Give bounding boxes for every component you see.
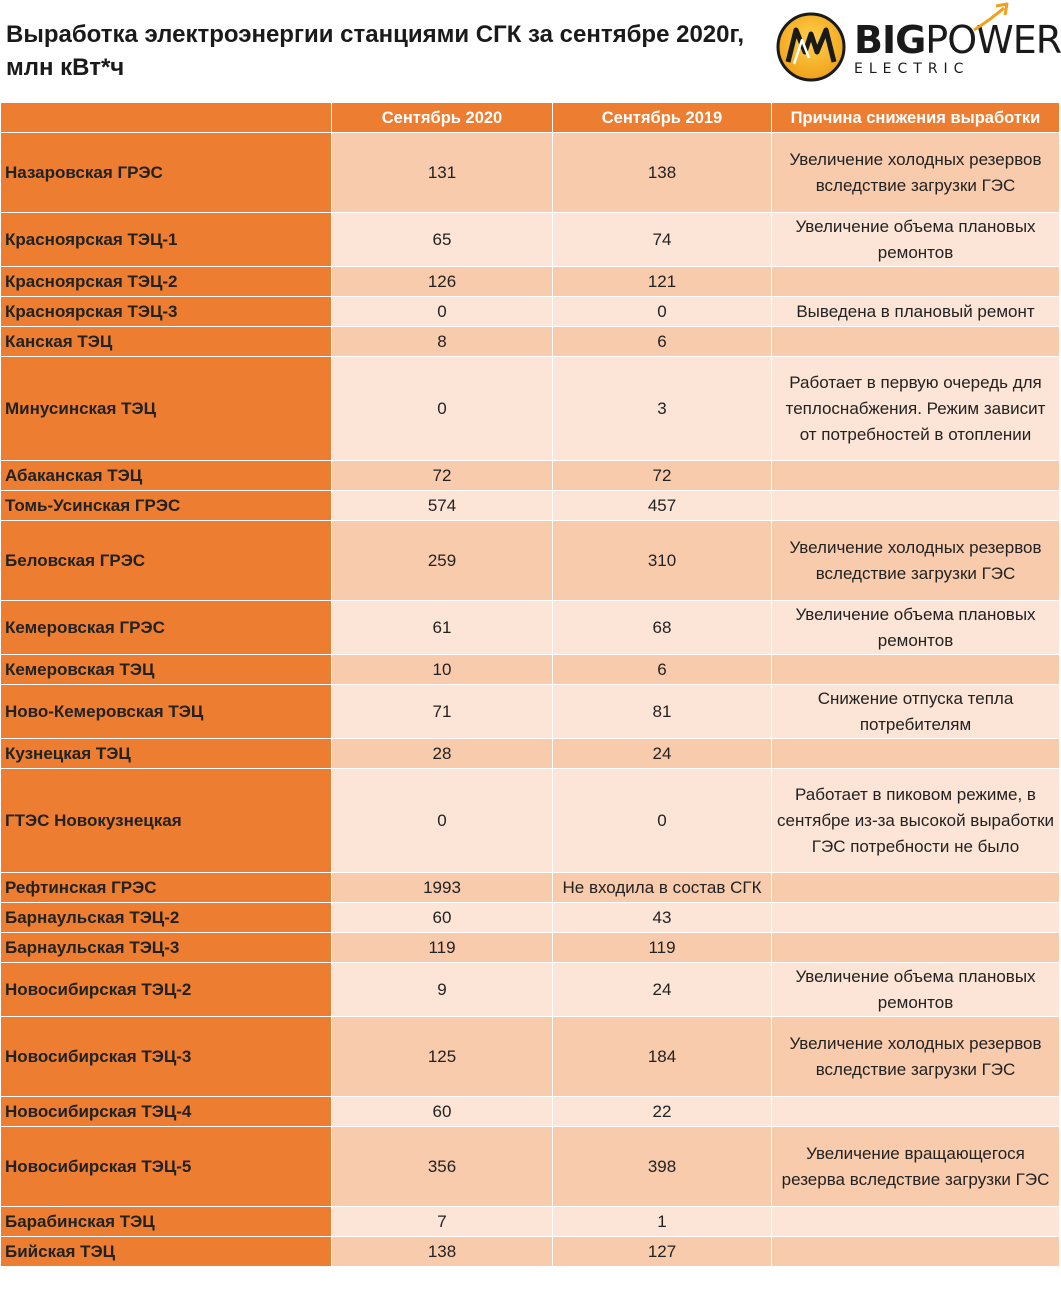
decline-reason bbox=[772, 491, 1060, 521]
station-name: Новосибирская ТЭЦ-2 bbox=[1, 963, 332, 1017]
value-sep-2020: 28 bbox=[332, 739, 553, 769]
table-row bbox=[1, 327, 1060, 357]
arrow-up-right-icon bbox=[972, 2, 1012, 32]
value-sep-2019: 121 bbox=[553, 267, 772, 297]
table-row bbox=[1, 1207, 1060, 1237]
decline-reason bbox=[772, 1237, 1060, 1267]
station-name: Канская ТЭЦ bbox=[1, 327, 332, 357]
value-sep-2019: Не входила в состав СГК bbox=[553, 873, 772, 903]
table-body bbox=[1, 133, 1060, 1267]
station-name: Барнаульская ТЭЦ-2 bbox=[1, 903, 332, 933]
value-sep-2020: 356 bbox=[332, 1127, 553, 1207]
table-row bbox=[1, 769, 1060, 873]
decline-reason: Увеличение холодных резервов вследствие загрузки ГЭС bbox=[772, 1017, 1060, 1097]
decline-reason: Увеличение объема плановых ремонтов bbox=[772, 601, 1060, 655]
value-sep-2020: 1993 bbox=[332, 873, 553, 903]
value-sep-2020: 61 bbox=[332, 601, 553, 655]
value-sep-2020: 126 bbox=[332, 267, 553, 297]
value-sep-2019: 24 bbox=[553, 739, 772, 769]
table-row bbox=[1, 1127, 1060, 1207]
logo-wordmark bbox=[854, 20, 1061, 60]
value-sep-2019: 0 bbox=[553, 769, 772, 873]
table-row bbox=[1, 963, 1060, 1017]
decline-reason bbox=[772, 327, 1060, 357]
station-name: Ново-Кемеровская ТЭЦ bbox=[1, 685, 332, 739]
decline-reason bbox=[772, 933, 1060, 963]
station-name: Новосибирская ТЭЦ-3 bbox=[1, 1017, 332, 1097]
station-name: Томь-Усинская ГРЭС bbox=[1, 491, 332, 521]
table-header-row bbox=[1, 103, 1060, 133]
decline-reason: Увеличение объема плановых ремонтов bbox=[772, 963, 1060, 1017]
value-sep-2020: 131 bbox=[332, 133, 553, 213]
decline-reason: Снижение отпуска тепла потребителям bbox=[772, 685, 1060, 739]
decline-reason: Выведена в плановый ремонт bbox=[772, 297, 1060, 327]
table-row bbox=[1, 685, 1060, 739]
decline-reason: Работает в первую очередь для теплоснабжения. Режим зависит от потребностей в отоплении bbox=[772, 357, 1060, 461]
value-sep-2020: 9 bbox=[332, 963, 553, 1017]
table-row bbox=[1, 521, 1060, 601]
value-sep-2019: 74 bbox=[553, 213, 772, 267]
table-row bbox=[1, 1017, 1060, 1097]
table-row bbox=[1, 213, 1060, 267]
logo-power: POWER bbox=[925, 18, 1061, 62]
value-sep-2020: 10 bbox=[332, 655, 553, 685]
decline-reason: Увеличение холодных резервов вследствие загрузки ГЭС bbox=[772, 521, 1060, 601]
decline-reason: Работает в пиковом режиме, в сентябре из-за высокой выработки ГЭС потребности не было bbox=[772, 769, 1060, 873]
decline-reason: Увеличение объема плановых ремонтов bbox=[772, 213, 1060, 267]
value-sep-2020: 65 bbox=[332, 213, 553, 267]
value-sep-2019: 1 bbox=[553, 1207, 772, 1237]
value-sep-2020: 8 bbox=[332, 327, 553, 357]
station-name: Барнаульская ТЭЦ-3 bbox=[1, 933, 332, 963]
value-sep-2019: 43 bbox=[553, 903, 772, 933]
value-sep-2020: 60 bbox=[332, 903, 553, 933]
logo-big: BIG bbox=[854, 18, 926, 62]
header-station bbox=[1, 103, 332, 133]
value-sep-2019: 81 bbox=[553, 685, 772, 739]
decline-reason: Увеличение вращающегося резерва вследствие загрузки ГЭС bbox=[772, 1127, 1060, 1207]
value-sep-2019: 6 bbox=[553, 655, 772, 685]
value-sep-2020: 574 bbox=[332, 491, 553, 521]
station-name: Беловская ГРЭС bbox=[1, 521, 332, 601]
table-row bbox=[1, 297, 1060, 327]
station-name: Рефтинская ГРЭС bbox=[1, 873, 332, 903]
table-row bbox=[1, 133, 1060, 213]
value-sep-2020: 71 bbox=[332, 685, 553, 739]
station-name: Кемеровская ГРЭС bbox=[1, 601, 332, 655]
value-sep-2020: 60 bbox=[332, 1097, 553, 1127]
table-row bbox=[1, 601, 1060, 655]
decline-reason bbox=[772, 1097, 1060, 1127]
value-sep-2019: 398 bbox=[553, 1127, 772, 1207]
value-sep-2020: 7 bbox=[332, 1207, 553, 1237]
value-sep-2020: 138 bbox=[332, 1237, 553, 1267]
value-sep-2020: 0 bbox=[332, 769, 553, 873]
value-sep-2019: 68 bbox=[553, 601, 772, 655]
bigpower-logo bbox=[776, 2, 1061, 88]
value-sep-2019: 127 bbox=[553, 1237, 772, 1267]
table-row bbox=[1, 1097, 1060, 1127]
decline-reason bbox=[772, 461, 1060, 491]
decline-reason bbox=[772, 873, 1060, 903]
value-sep-2020: 119 bbox=[332, 933, 553, 963]
table-row bbox=[1, 655, 1060, 685]
decline-reason: Увеличение холодных резервов вследствие загрузки ГЭС bbox=[772, 133, 1060, 213]
station-name: Красноярская ТЭЦ-3 bbox=[1, 297, 332, 327]
station-name: Бийская ТЭЦ bbox=[1, 1237, 332, 1267]
station-name: Назаровская ГРЭС bbox=[1, 133, 332, 213]
value-sep-2019: 184 bbox=[553, 1017, 772, 1097]
decline-reason bbox=[772, 1207, 1060, 1237]
header-sep-2019: Сентябрь 2019 bbox=[553, 103, 772, 133]
value-sep-2020: 72 bbox=[332, 461, 553, 491]
decline-reason bbox=[772, 903, 1060, 933]
value-sep-2020: 259 bbox=[332, 521, 553, 601]
header-reason: Причина снижения выработки bbox=[772, 103, 1060, 133]
decline-reason bbox=[772, 267, 1060, 297]
value-sep-2019: 6 bbox=[553, 327, 772, 357]
value-sep-2020: 0 bbox=[332, 357, 553, 461]
logo-subtitle: ELECTRIC bbox=[854, 61, 970, 77]
logo-mark-icon bbox=[776, 10, 846, 84]
table-row bbox=[1, 873, 1060, 903]
station-name: Минусинская ТЭЦ bbox=[1, 357, 332, 461]
value-sep-2019: 310 bbox=[553, 521, 772, 601]
value-sep-2019: 119 bbox=[553, 933, 772, 963]
station-name: Барабинская ТЭЦ bbox=[1, 1207, 332, 1237]
value-sep-2019: 3 bbox=[553, 357, 772, 461]
decline-reason bbox=[772, 655, 1060, 685]
value-sep-2019: 22 bbox=[553, 1097, 772, 1127]
value-sep-2020: 125 bbox=[332, 1017, 553, 1097]
value-sep-2019: 0 bbox=[553, 297, 772, 327]
value-sep-2019: 138 bbox=[553, 133, 772, 213]
header-sep-2020: Сентябрь 2020 bbox=[332, 103, 553, 133]
table-row bbox=[1, 739, 1060, 769]
station-name: Красноярская ТЭЦ-2 bbox=[1, 267, 332, 297]
header bbox=[0, 0, 1061, 100]
table-row bbox=[1, 491, 1060, 521]
station-name: Кемеровская ТЭЦ bbox=[1, 655, 332, 685]
value-sep-2020: 0 bbox=[332, 297, 553, 327]
station-name: Абаканская ТЭЦ bbox=[1, 461, 332, 491]
station-name: Новосибирская ТЭЦ-5 bbox=[1, 1127, 332, 1207]
decline-reason bbox=[772, 739, 1060, 769]
value-sep-2019: 72 bbox=[553, 461, 772, 491]
station-name: Кузнецкая ТЭЦ bbox=[1, 739, 332, 769]
station-name: Красноярская ТЭЦ-1 bbox=[1, 213, 332, 267]
generation-table bbox=[0, 102, 1060, 1267]
station-name: Новосибирская ТЭЦ-4 bbox=[1, 1097, 332, 1127]
page-title: Выработка электроэнергии станциями СГК за сентябре 2020г, млн кВт*ч bbox=[6, 21, 745, 81]
station-name: ГТЭС Новокузнецкая bbox=[1, 769, 332, 873]
table-row bbox=[1, 267, 1060, 297]
table-row bbox=[1, 357, 1060, 461]
value-sep-2019: 24 bbox=[553, 963, 772, 1017]
table-row bbox=[1, 903, 1060, 933]
table-row bbox=[1, 461, 1060, 491]
table-row bbox=[1, 933, 1060, 963]
value-sep-2019: 457 bbox=[553, 491, 772, 521]
table-row bbox=[1, 1237, 1060, 1267]
